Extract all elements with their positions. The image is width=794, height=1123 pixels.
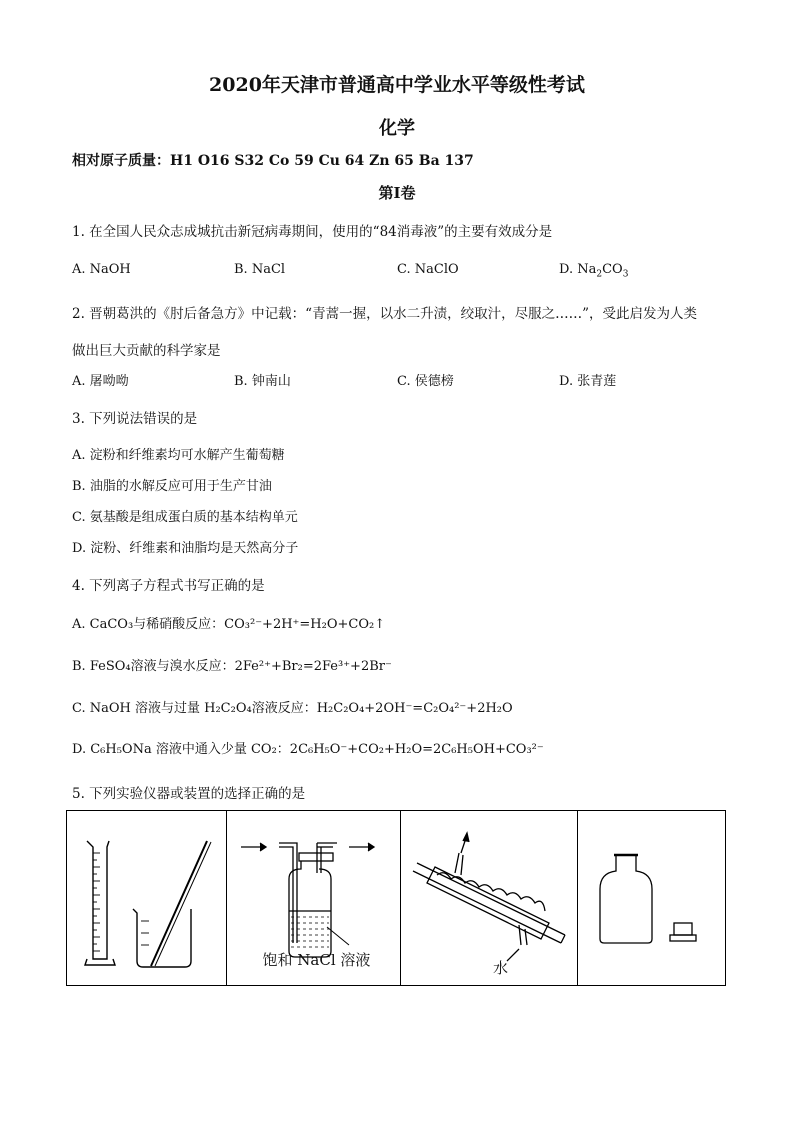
q1-d-mid: CO bbox=[602, 262, 623, 277]
q3-option-b: B. 油脂的水解反应可用于生产甘油 bbox=[72, 479, 272, 494]
q3-option-c: C. 氨基酸是组成蛋白质的基本结构单元 bbox=[72, 510, 298, 525]
q4-option-a: A. CaCO₃与稀硝酸反应：CO₃²⁻+2H⁺=H₂O+CO₂↑ bbox=[72, 617, 386, 632]
q2-stem-line2: 做出巨大贡献的科学家是 bbox=[72, 343, 221, 359]
q3-option-d: D. 淀粉、纤维素和油脂均是天然高分子 bbox=[72, 541, 299, 556]
q1-options bbox=[72, 262, 722, 282]
q2-option-c: C. 侯德榜 bbox=[397, 374, 454, 389]
label-water: 水 bbox=[492, 959, 508, 977]
exam-title: 2020年天津市普通高中学业水平等级性考试 bbox=[209, 74, 585, 96]
graduated-cylinder-beaker-icon bbox=[67, 811, 227, 987]
q4-option-c: C. NaOH 溶液与过量 H₂C₂O₄溶液反应：H₂C₂O₄+2OH⁻=C₂O₄²⁻+2H₂O bbox=[72, 701, 513, 716]
q1-option-b: B. NaCl bbox=[234, 262, 286, 277]
subject-title: 化学 bbox=[379, 118, 415, 139]
apparatus-c-cell bbox=[401, 811, 578, 985]
reagent-bottle-icon bbox=[578, 811, 725, 987]
q2-option-a: A. 屠呦呦 bbox=[72, 374, 129, 389]
q2-stem-line1: 2. 晋朝葛洪的《肘后备急方》中记载：“青蒿一握，以水二升渍，绞取汁，尽服之……”，受此启发为人类 bbox=[72, 306, 697, 322]
part-title: 第I卷 bbox=[378, 184, 416, 202]
q1-option-c: C. NaClO bbox=[397, 262, 459, 277]
q2-option-d: D. 张青莲 bbox=[559, 374, 617, 389]
apparatus-d-cell bbox=[578, 811, 725, 985]
q1-stem: 1. 在全国人民众志成城抗击新冠病毒期间，使用的“84消毒液”的主要有效成分是 bbox=[72, 224, 553, 240]
q4-option-b: B. FeSO₄溶液与溴水反应：2Fe²⁺+Br₂=2Fe³⁺+2Br⁻ bbox=[72, 659, 392, 674]
q1-d-prefix: D. Na bbox=[559, 262, 597, 277]
q1-d-sub1: 2 bbox=[596, 269, 603, 280]
q1-option-d bbox=[559, 262, 628, 280]
q3-option-a: A. 淀粉和纤维素均可水解产生葡萄糖 bbox=[72, 448, 285, 463]
q1-d-sub2: 3 bbox=[622, 269, 629, 280]
atomic-masses: 相对原子质量：H1 O16 S32 Co 59 Cu 64 Zn 65 Ba 137 bbox=[72, 153, 474, 169]
q5-stem: 5. 下列实验仪器或装置的选择正确的是 bbox=[72, 786, 306, 802]
apparatus-a-cell bbox=[67, 811, 227, 985]
q4-option-d: D. C₆H₅ONa 溶液中通入少量 CO₂：2C₆H₅O⁻+CO₂+H₂O=2C₆H₅OH+CO₃²⁻ bbox=[72, 742, 544, 757]
apparatus-table bbox=[66, 810, 726, 986]
q4-stem: 4. 下列离子方程式书写正确的是 bbox=[72, 578, 265, 594]
apparatus-b-cell bbox=[227, 811, 401, 985]
q3-stem: 3. 下列说法错误的是 bbox=[72, 411, 198, 427]
condenser-icon bbox=[401, 811, 579, 987]
q2-options bbox=[72, 370, 722, 390]
q1-option-a: A. NaOH bbox=[72, 262, 131, 277]
label-saturated-nacl: 饱和 NaCl 溶液 bbox=[262, 951, 371, 969]
q2-option-b: B. 钟南山 bbox=[234, 374, 291, 389]
